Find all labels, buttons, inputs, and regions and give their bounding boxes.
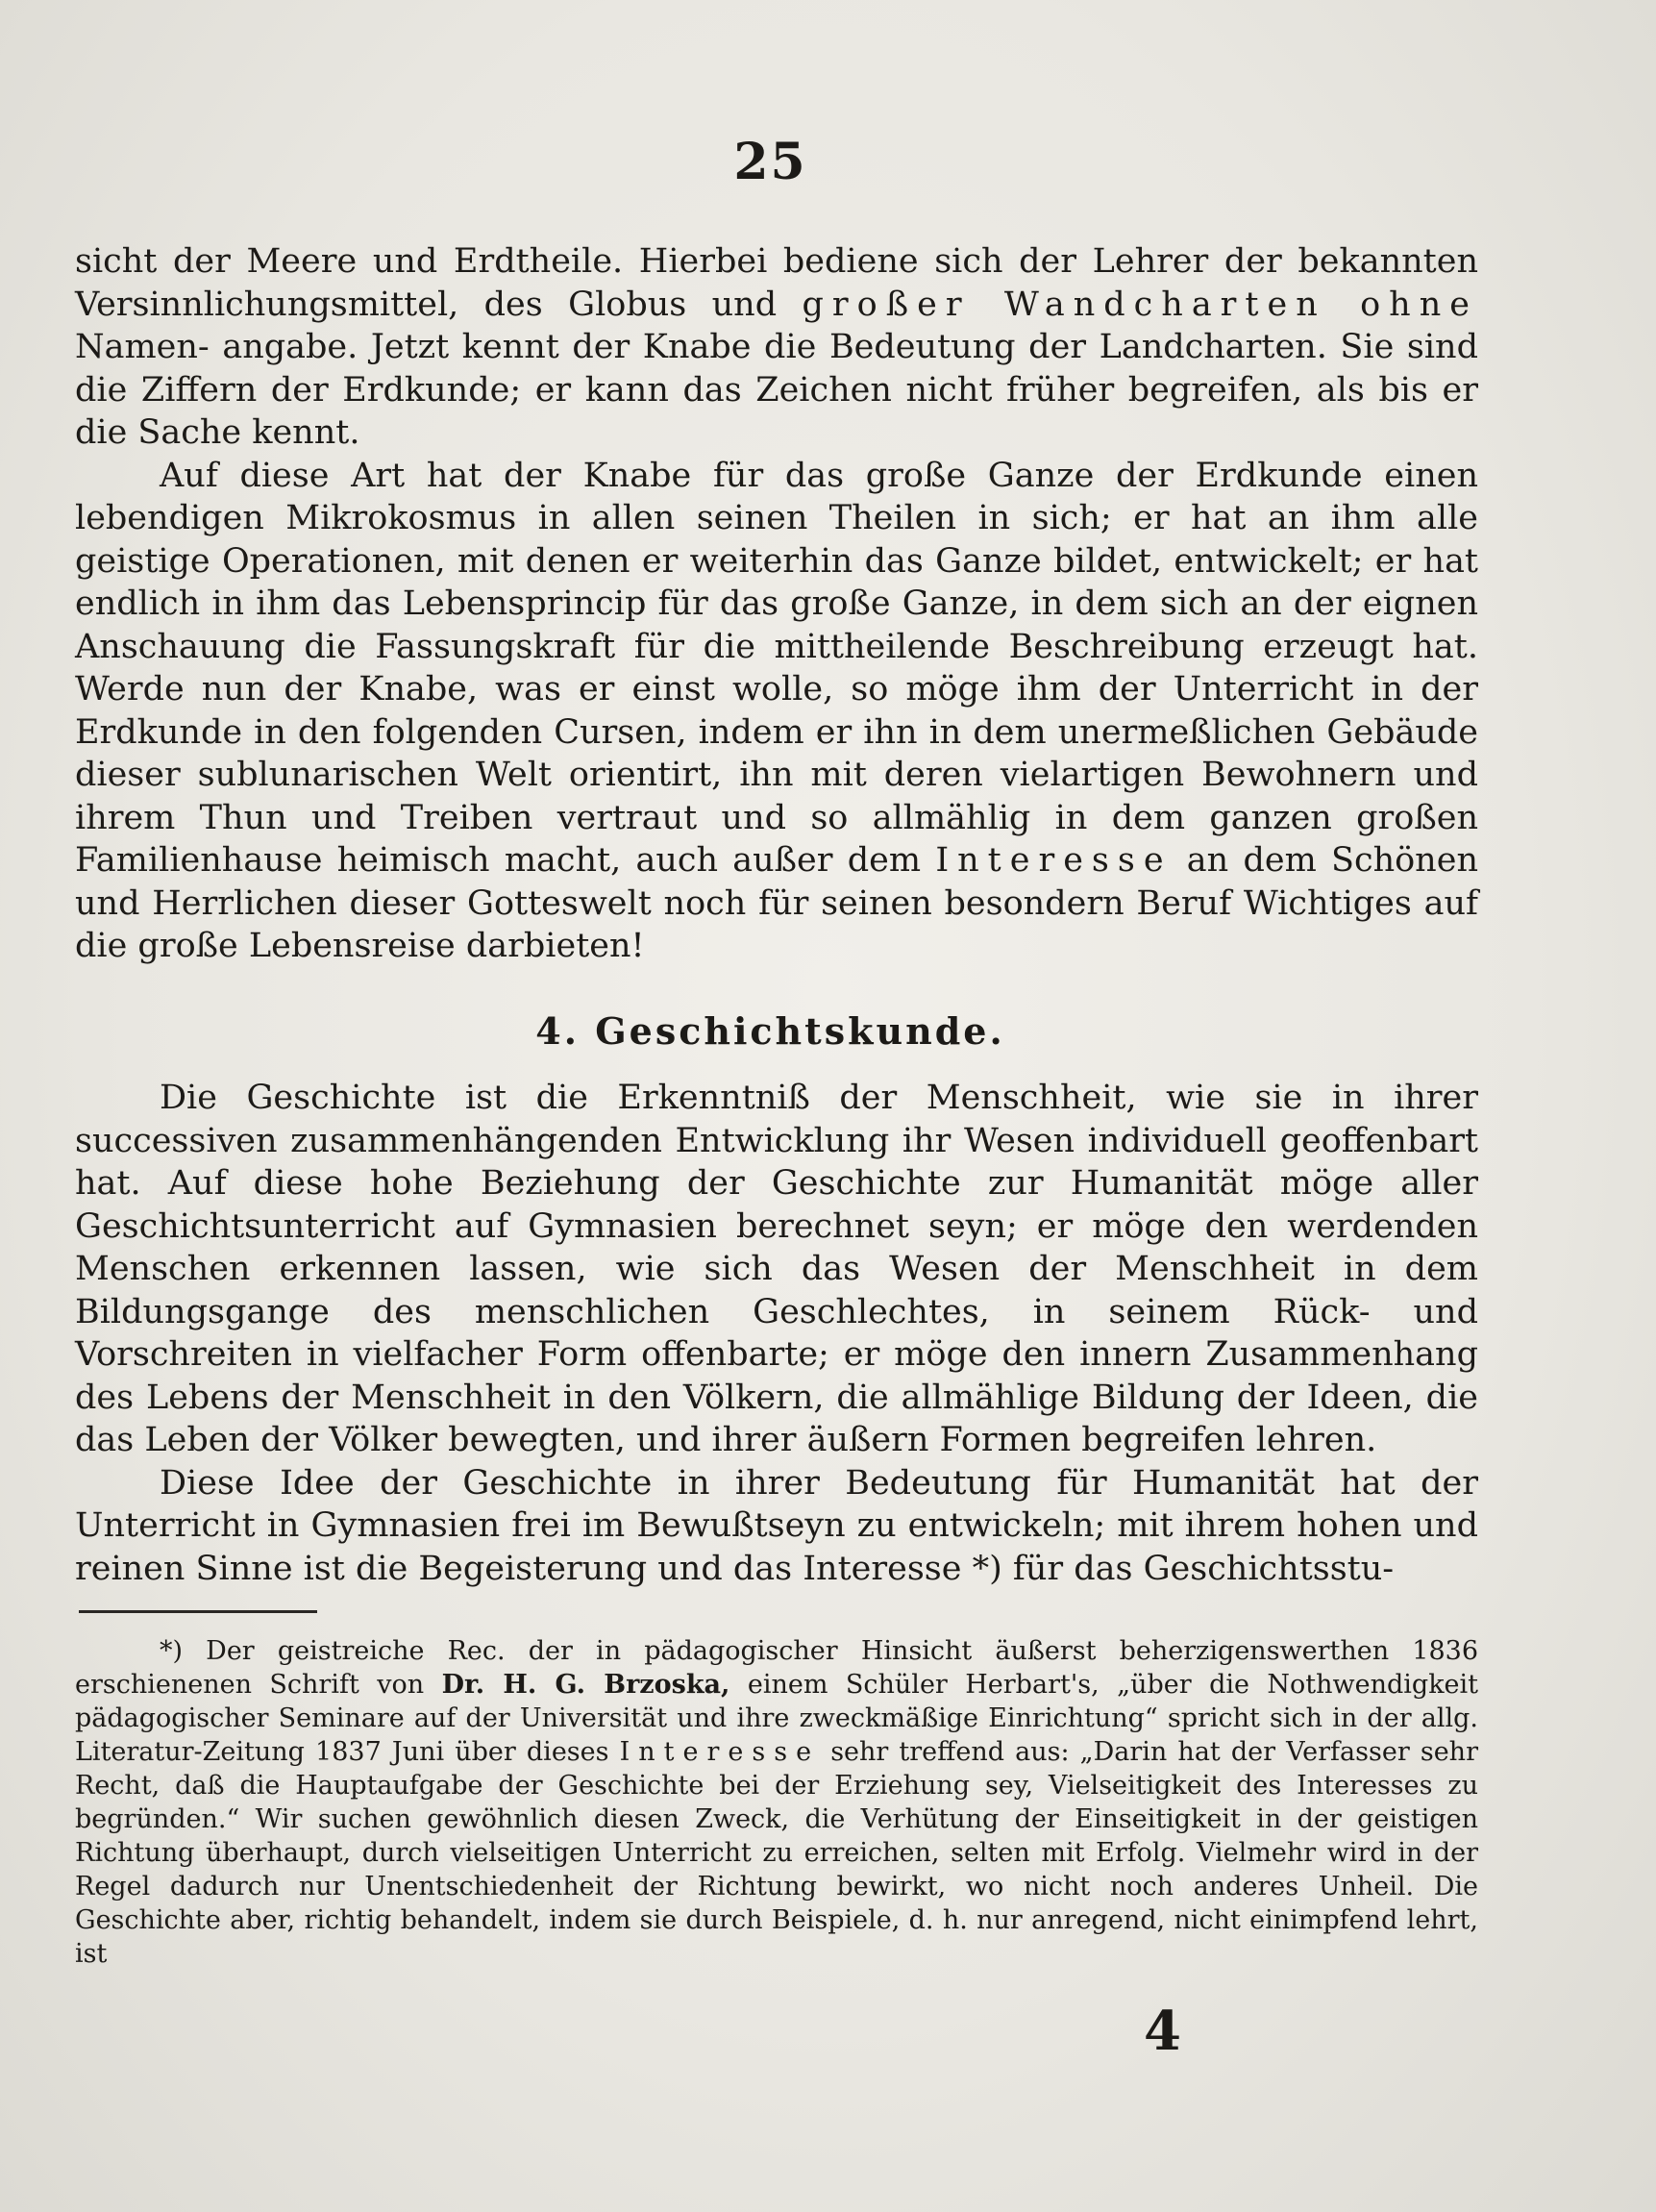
footnote-text (75, 1634, 1478, 1971)
paragraph-continuation (75, 240, 1478, 455)
paragraph (75, 455, 1478, 968)
line: angabe. Jetzt kennt der Knabe die Bedeutung der Landcharten. Sie sind die (75, 328, 1478, 410)
paragraph: Die Geschichte ist die Erkenntniß der Menschheit, wie sie in ihrer successiven zusammenhängenden Entwicklung ihr Wesen individuell geoffenbart hat. Auf diese hohe Beziehung der Geschichte zur Humanität möge aller Geschichtsunterricht auf Gymnasien berechnet seyn; er möge den werdenden Menschen erkennen lassen, wie sich das Wesen der Menschheit in dem Bildungsgange des menschlichen Geschlechtes, in seinem Rück- und Vorschreiten in vielfacher Form offenbarte; er möge den innern Zusammenhang des Lebens der Menschheit in den Völkern, die allmählige Bildung der Ideen, die das Leben der Völker bewegten, und ihrer äußern Formen begreifen lehren. (75, 1079, 1478, 1459)
footnote-part: sehr treffend aus: „Darin hat der Verfasser sehr Recht, daß die Hauptaufgabe der Geschichte bei der Erziehung sey, Vielseitigkeit des Interesses zu begründen.“ Wir suchen gewöhnlich diesen Zweck, die Verhütung der Einseitigkeit in der geistigen Richtung überhaupt, durch vielseitigen Unterricht zu erreichen, selten mit Erfolg. Vielmehr wird in der Regel dadurch nur Unentschiedenheit der Richtung bewirkt, wo nicht noch anderes Unheil. Die Geschichte aber, richtig behandelt, indem sie durch Beispiele, d. h. nur anregend, nicht einimpfend lehrt, ist (75, 1737, 1478, 1969)
emphasis-spaced: Interesse (619, 1737, 821, 1767)
line: sicht der Meere und Erdtheile. Hierbei bediene sich der Lehrer der bekannten (75, 242, 1478, 281)
text-block-top (75, 240, 1478, 968)
emphasis-spaced: Interesse (935, 841, 1173, 880)
footnote-part: einem Schüler Herbart's, „über die Nothwendigkeit pädagogischer Seminare auf der Universität und ihre zweckmäßige Einrichtung“ spricht sich in der allg. Literatur-Zeitung 1837 Juni über dieses (75, 1670, 1479, 1767)
section-heading: 4. Geschichtskunde. (535, 1009, 1005, 1053)
line: die Sache kennt. (75, 413, 360, 452)
line: Ziffern der Erdkunde; er kann das Zeichen nicht früher begreifen, als bis er (140, 370, 1478, 410)
footnote-part: *) Der geistreiche Rec. der in pädagogischer Hinsicht äußerst beherzigenswerthen 1836 erschienenen Schrift von (75, 1636, 1478, 1700)
paragraph-text: an dem Schönen und Herrlichen dieser Gotteswelt noch für seinen besondern Beruf Wichtiges auf die große Lebensreise darbieten! (75, 841, 1478, 965)
page-number: 25 (733, 133, 807, 191)
line: Versinnlichungsmittel, des Globus und (75, 285, 778, 324)
text-block-bottom (75, 1077, 1478, 1590)
author-name: Dr. H. G. Brzoska, (441, 1670, 730, 1700)
paragraph-text: Auf diese Art hat der Knabe für das große Ganze der Erdkunde einen lebendigen Mikrokosmus in allen seinen Theilen in sich; er hat an ihm alle geistige Operationen, mit denen er weiterhin das Ganze bildet, entwickelt; er hat endlich in ihm das Lebensprincip für das große Ganze, in dem sich an der eignen Anschauung die Fassungskraft für die mittheilende Beschreibung erzeugt hat. Werde nun der Knabe, was er einst wolle, so möge ihm der Unterricht in der Erdkunde in den folgenden Cursen, indem er ihn in dem unermeßlichen Gebäude dieser sublunarischen Welt orientirt, ihn mit deren vielartigen Bewohnern und ihrem Thun und Treiben vertraut und so allmählig in dem ganzen großen Familienhause heimisch macht, auch außer dem (75, 456, 1478, 880)
paragraph: Diese Idee der Geschichte in ihrer Bedeutung für Humanität hat der Unterricht in Gymnasien frei im Bewußtseyn zu entwickeln; mit ihrem hohen und reinen Sinne ist die Begeisterung und das Interesse *) für das Geschichtsstu- (75, 1463, 1478, 1588)
signature-mark: 4 (1144, 2000, 1181, 2063)
footnote (75, 1634, 1478, 1971)
line: Namen- (75, 328, 210, 366)
footnote-rule (79, 1610, 317, 1613)
emphasis-spaced: großer Wandcharten ohne (802, 285, 1478, 324)
